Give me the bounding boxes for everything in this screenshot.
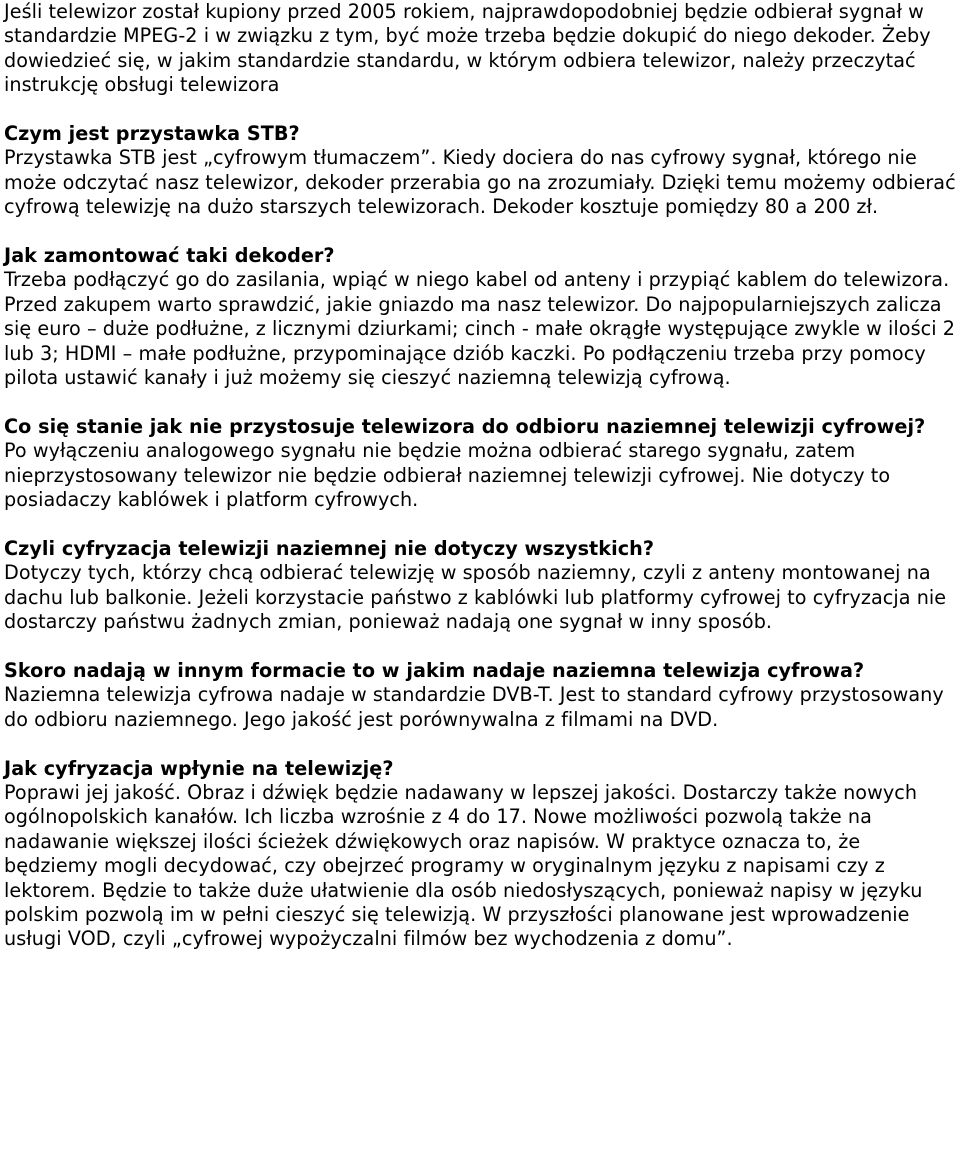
section-nieprzystosowany: [4, 415, 956, 513]
section-paragraph: Naziemna telewizja cyfrowa nadaje w standardzie DVB-T. Jest to standard cyfrowy przystosowany do odbioru naziemnego. Jego jakość jest porównywalna z filmami na DVD.: [4, 683, 944, 731]
section-paragraph: Po wyłączeniu analogowego sygnału nie będzie można odbierać starego sygnału, zatem nieprzystosowany telewizor nie będzie odbierał naziemnej telewizji cyfrowej. Nie dotyczy to posiadaczy kablówek i platform cyfrowych.: [4, 439, 891, 512]
section-paragraph: Przystawka STB jest „cyfrowym tłumaczem”. Kiedy dociera do nas cyfrowy sygnał, którego nie może odczytać nasz telewizor, dekoder przerabia go na zrozumiały. Dzięki temu możemy odbierać cyfrową telewizję na dużo starszych telewizorach. Dekoder kosztuje pomiędzy 80 a 200 zł.: [4, 146, 956, 219]
section-paragraph: Dotyczy tych, którzy chcą odbierać telewizję w sposób naziemny, czyli z anteny montowanej na dachu lub balkonie. Jeżeli korzystacie państwo z kablówki lub platformy cyfrowej to cyfryzacja nie dostarczy państwu żadnych zmian, ponieważ nadają one sygnał w inny sposób.: [4, 561, 947, 634]
section-stb: [4, 122, 956, 220]
section-wszystkich: [4, 537, 956, 635]
intro-paragraph: Jeśli telewizor został kupiony przed 2005 rokiem, najprawdopodobniej będzie odbierał sygnał w standardzie MPEG-2 i w związku z tym, być może trzeba będzie dokupić do niego dekoder. Żeby dowiedzieć się, w jakim standardzie standardu, w którym odbiera telewizor, należy przeczytać instrukcję obsługi telewizora: [4, 0, 931, 97]
section-heading: Co się stanie jak nie przystosuje telewizora do odbioru naziemnej telewizji cyfrowej?: [4, 414, 926, 438]
section-wplyw: [4, 757, 956, 952]
section-paragraph: Poprawi jej jakość. Obraz i dźwięk będzie nadawany w lepszej jakości. Dostarczy także nowych ogólnopolskich kanałów. Ich liczba wzrośnie z 4 do 17. Nowe możliwości pozwolą także na nadawanie większej ilości ścieżek dźwiękowych oraz napisów. W praktyce oznacza to, że będziemy mogli decydować, czy obejrzeć programy w oryginalnym języku z napisami czy z lektorem. Będzie to także duże ułatwienie dla osób niedosłyszących, ponieważ napisy w języku polskim pozwolą im w pełni cieszyć się telewizją. W przyszłości planowane jest wprowadzenie usługi VOD, czyli „cyfrowej wypożyczalni filmów bez wychodzenia z domu”.: [4, 780, 923, 951]
section-heading: Czym jest przystawka STB?: [4, 122, 300, 146]
section-montaz: [4, 244, 956, 390]
section-heading: Skoro nadają w innym formacie to w jakim nadaje naziemna telewizja cyfrowa?: [4, 658, 865, 682]
section-heading: Jak zamontować taki dekoder?: [4, 244, 335, 268]
section-paragraph: Trzeba podłączyć go do zasilania, wpiąć w niego kabel od anteny i przypiąć kablem do telewizora. Przed zakupem warto sprawdzić, jakie gniazdo ma nasz telewizor. Do najpopularniejszych zalicza się euro – duże podłużne, z licznymi dziurkami; cinch - małe okrągłe występujące zwykle w ilości 2 lub 3; HDMI – małe podłużne, przypominające dziób kaczki. Po podłączeniu trzeba przy pomocy pilota ustawić kanały i już możemy się cieszyć naziemną telewizją cyfrową.: [4, 268, 956, 390]
section-heading: Jak cyfryzacja wpłynie na telewizję?: [4, 756, 394, 780]
intro-block: [4, 0, 956, 98]
section-format: [4, 659, 956, 732]
section-heading: Czyli cyfryzacja telewizji naziemnej nie dotyczy wszystkich?: [4, 536, 655, 560]
